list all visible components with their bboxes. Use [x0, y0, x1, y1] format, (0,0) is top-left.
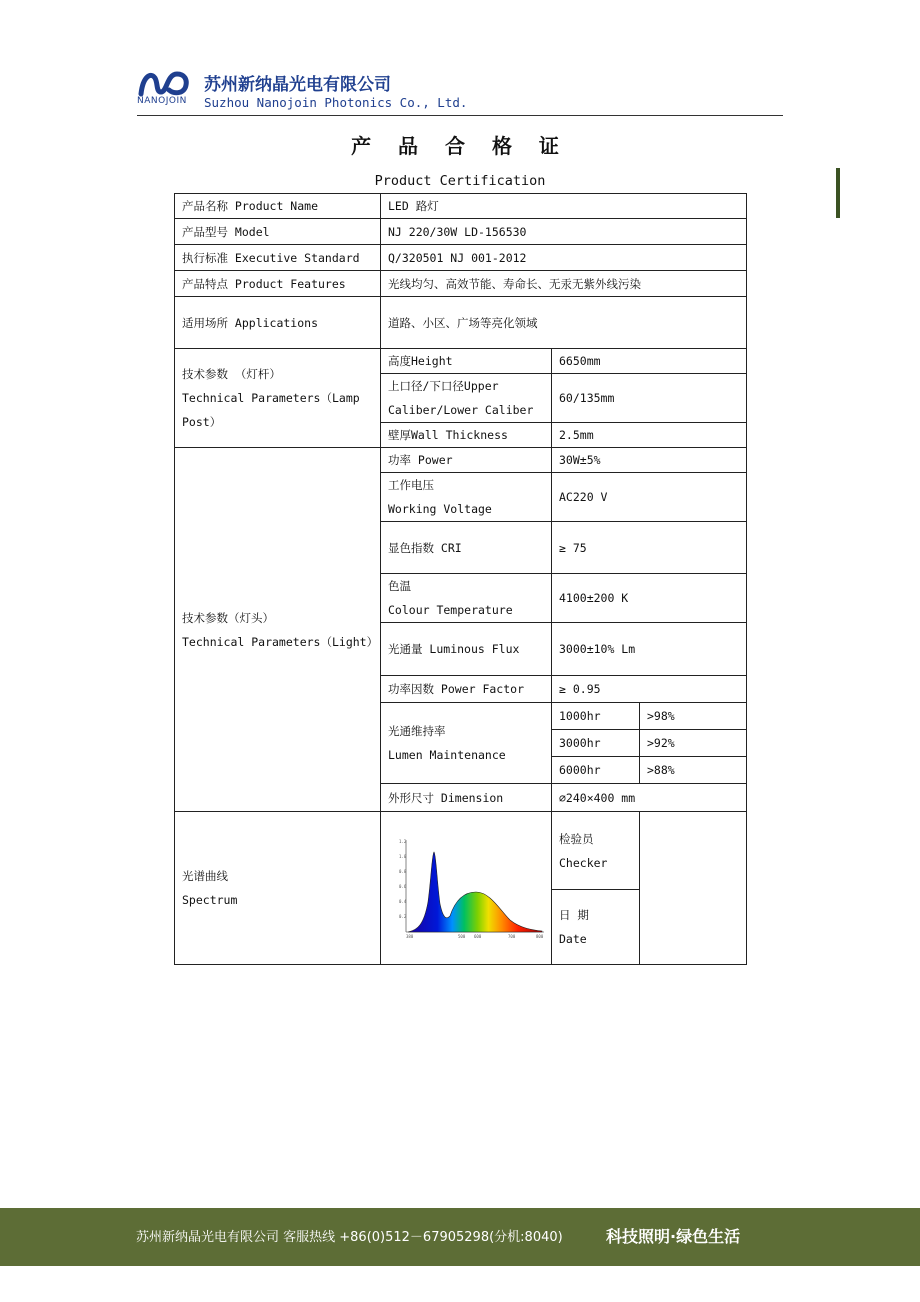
- light-params-label-cn: 技术参数（灯头）: [182, 610, 274, 625]
- post-params-label-cn: 技术参数 （灯杆）: [182, 367, 281, 381]
- spectrum-label: [175, 812, 381, 965]
- footer-contact: 苏州新纳晶光电有限公司 客服热线 +86(0)512－67905298(分机:8040): [136, 1230, 563, 1245]
- svg-text:0.6: 0.6: [399, 884, 407, 889]
- lumen-maintenance-label: [381, 703, 552, 784]
- certificate-title-cn: 产 品 合 格 证: [351, 134, 569, 158]
- lm-time-6000: 6000hr: [552, 757, 640, 784]
- svg-text:380: 380: [406, 934, 414, 939]
- table-row: [175, 297, 747, 349]
- lm-value-3000: >92%: [640, 730, 747, 757]
- colour-temperature-label-cn: 色温: [388, 579, 411, 593]
- svg-text:0.4: 0.4: [399, 899, 407, 904]
- model-value: NJ 220/30W LD-156530: [381, 219, 747, 245]
- light-params-label-en: Technical Parameters（Light）: [182, 634, 379, 649]
- date-label: [552, 890, 640, 965]
- lm-time-3000: 3000hr: [552, 730, 640, 757]
- company-name-en: Suzhou Nanojoin Photonics Co., Ltd.: [204, 95, 468, 110]
- spectrum-label-en: Spectrum: [182, 893, 238, 907]
- lumen-maintenance-label-en: Lumen Maintenance: [388, 748, 506, 762]
- product-name-label: 产品名称 Product Name: [175, 194, 381, 219]
- dimension-label: 外形尺寸 Dimension: [381, 784, 552, 812]
- wall-thickness-label: 壁厚Wall Thickness: [381, 423, 552, 448]
- company-name-cn: 苏州新纳晶光电有限公司: [204, 75, 391, 95]
- svg-text:800: 800: [536, 934, 544, 939]
- voltage-label-en: Working Voltage: [388, 502, 492, 516]
- header-divider: [137, 115, 783, 116]
- power-label: 功率 Power: [381, 448, 552, 473]
- certificate-title-en: Product Certification: [374, 173, 546, 189]
- certification-table: [174, 193, 747, 965]
- power-value: 30W±5%: [552, 448, 747, 473]
- product-name-value: LED 路灯: [381, 194, 747, 219]
- svg-text:1.0: 1.0: [399, 854, 407, 859]
- standard-value: Q/320501 NJ 001-2012: [381, 245, 747, 271]
- svg-text:700: 700: [508, 934, 516, 939]
- lumen-maintenance-label-cn: 光通维持率: [388, 724, 446, 738]
- features-label: 产品特点 Product Features: [175, 271, 381, 297]
- lm-value-6000: >88%: [640, 757, 747, 784]
- nanojoin-logo: [137, 66, 189, 100]
- logo-text: NANOJOIN: [137, 96, 187, 106]
- light-params-label: [175, 448, 381, 812]
- table-row: [175, 349, 747, 374]
- post-params-label: [175, 349, 381, 448]
- table-row: [175, 812, 747, 890]
- voltage-label-cn: 工作电压: [388, 478, 434, 492]
- colour-temperature-label-en: Colour Temperature: [388, 603, 513, 617]
- post-params-label-en: Technical Parameters（Lamp Post）: [182, 391, 360, 429]
- voltage-value: AC220 V: [552, 473, 747, 522]
- model-label: 产品型号 Model: [175, 219, 381, 245]
- svg-text:0.2: 0.2: [399, 914, 407, 919]
- date-label-en: Date: [559, 932, 587, 946]
- luminous-flux-value: 3000±10% Lm: [552, 623, 747, 676]
- height-label: 高度Height: [381, 349, 552, 374]
- power-factor-label: 功率因数 Power Factor: [381, 676, 552, 703]
- table-row: [175, 219, 747, 245]
- colour-temperature-value: 4100±200 K: [552, 574, 747, 623]
- cri-value: ≥ 75: [552, 522, 747, 574]
- checker-label-cn: 检验员: [559, 831, 594, 846]
- luminous-flux-label: 光通量 Luminous Flux: [381, 623, 552, 676]
- svg-text:500: 500: [458, 934, 466, 939]
- signature-area: [640, 812, 747, 965]
- cri-label: 显色指数 CRI: [381, 522, 552, 574]
- caliber-value: 60/135mm: [552, 374, 747, 423]
- features-value: 光线均匀、高效节能、寿命长、无汞无紫外线污染: [381, 271, 747, 297]
- standard-label: 执行标准 Executive Standard: [175, 245, 381, 271]
- table-row: [175, 271, 747, 297]
- colour-temperature-label: [381, 574, 552, 623]
- svg-text:1.2: 1.2: [399, 839, 407, 844]
- height-value: 6650mm: [552, 349, 747, 374]
- table-row: [175, 194, 747, 219]
- lm-time-1000: 1000hr: [552, 703, 640, 730]
- power-factor-value: ≥ 0.95: [552, 676, 747, 703]
- lm-value-1000: >98%: [640, 703, 747, 730]
- table-row: [175, 448, 747, 473]
- footer-slogan: 科技照明·绿色生活: [606, 1227, 741, 1246]
- applications-value: 道路、小区、广场等亮化领域: [381, 297, 747, 349]
- checker-label-en: Checker: [559, 855, 608, 870]
- spectrum-label-cn: 光谱曲线: [182, 869, 228, 883]
- spectrum-graph-cell: [381, 812, 552, 965]
- dimension-value: ∅240×400 mm: [552, 784, 747, 812]
- spectrum-graph: [386, 832, 546, 944]
- table-row: [175, 245, 747, 271]
- svg-text:600: 600: [474, 934, 482, 939]
- svg-text:0.8: 0.8: [399, 869, 407, 874]
- applications-label: 适用场所 Applications: [175, 297, 381, 349]
- checker-label: [552, 812, 640, 890]
- wall-thickness-value: 2.5mm: [552, 423, 747, 448]
- date-label-cn: 日 期: [559, 908, 589, 922]
- caliber-label: 上口径/下口径Upper Caliber/Lower Caliber: [381, 374, 552, 423]
- voltage-label: [381, 473, 552, 522]
